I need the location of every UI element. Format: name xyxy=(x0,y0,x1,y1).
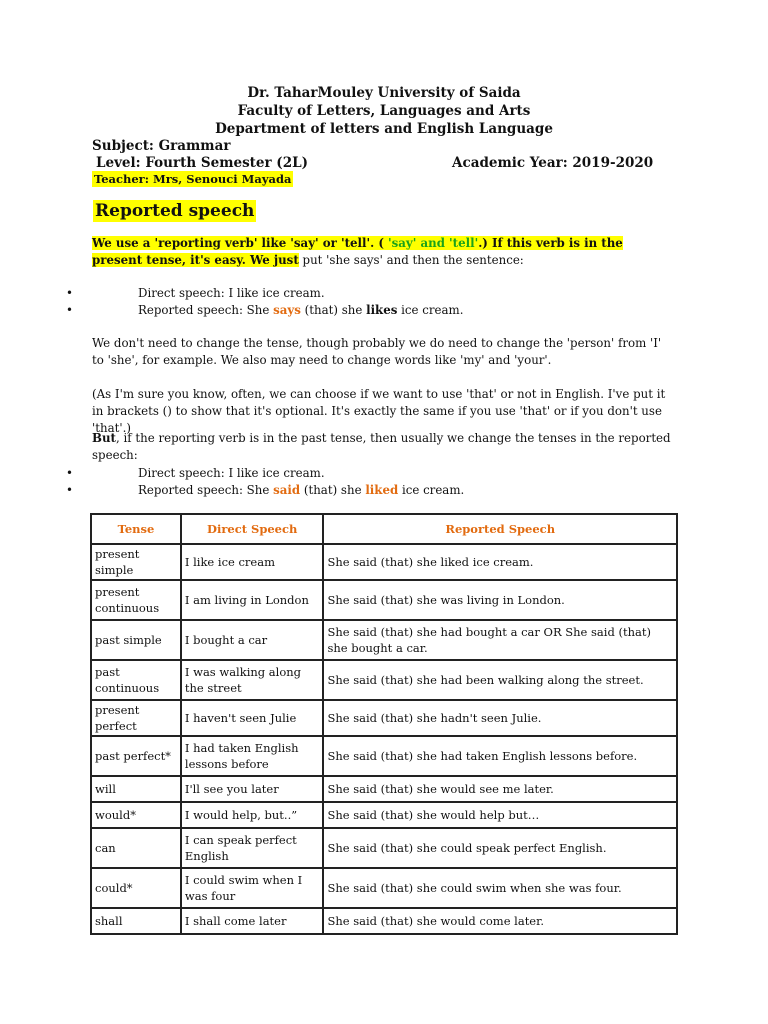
tense-table xyxy=(90,513,678,935)
table-row xyxy=(91,580,677,620)
tense-cell: shall xyxy=(91,908,181,934)
bullet-text: Direct speech: I like ice cream. xyxy=(138,286,325,300)
direct-speech-cell: I'll see you later xyxy=(181,776,324,802)
faculty-name: Faculty of Letters, Languages and Arts xyxy=(237,103,531,119)
tense-cell: could* xyxy=(91,868,181,908)
tense-cell: would* xyxy=(91,802,181,828)
page-title: Reported speech xyxy=(95,201,255,221)
department-name: Department of letters and English Language xyxy=(215,121,553,137)
table-row xyxy=(91,828,677,868)
past-tense-text: , if the reporting verb is in the past tense, then usually we change the tenses in the reported speech: xyxy=(92,431,671,462)
column-header-reported-speech: Reported Speech xyxy=(323,514,677,544)
reported-speech-cell: She said (that) she had taken English lessons before. xyxy=(323,736,677,776)
bullet-prefix: Reported speech: She xyxy=(138,303,274,317)
but-word: But xyxy=(92,431,116,445)
reported-speech-cell: She said (that) she was living in London. xyxy=(323,580,677,620)
reported-speech-cell: She said (that) she could speak perfect English. xyxy=(323,828,677,868)
direct-speech-cell: I bought a car xyxy=(181,620,324,660)
university-name: Dr. TaharMouley University of Saida xyxy=(247,85,521,101)
intro-paragraph xyxy=(92,235,672,269)
reported-speech-cell: She said (that) she would help but… xyxy=(323,802,677,828)
verb-says: says xyxy=(273,303,301,317)
bullet-middle: (that) she xyxy=(300,303,367,317)
verb-likes: likes xyxy=(366,303,398,317)
document-header xyxy=(0,84,768,138)
direct-speech-cell: I shall come later xyxy=(181,908,324,934)
tense-cell: past simple xyxy=(91,620,181,660)
tense-cell: present simple xyxy=(91,544,181,580)
direct-speech-cell: I was walking along the street xyxy=(181,660,324,700)
table-row xyxy=(91,700,677,736)
intro-highlight-1: We use a 'reporting verb' like 'say' or 'tell'. ( xyxy=(92,236,389,250)
bullet-text xyxy=(138,482,464,498)
reported-speech-cell: She said (that) she could swim when she was four. xyxy=(323,868,677,908)
table-header-row xyxy=(91,514,677,544)
academic-year: Academic Year: 2019-2020 xyxy=(452,155,654,171)
tense-cell: present perfect xyxy=(91,700,181,736)
table-row xyxy=(91,660,677,700)
bullet-icon: • xyxy=(66,286,73,300)
reported-speech-cell: She said (that) she would come later. xyxy=(323,908,677,934)
tense-cell: will xyxy=(91,776,181,802)
tense-cell: past perfect* xyxy=(91,736,181,776)
bullet-prefix: Reported speech: She xyxy=(138,483,274,497)
direct-speech-cell: I can speak perfect English xyxy=(181,828,324,868)
bullet-text xyxy=(138,302,463,318)
teacher-line: Teacher: Mrs, Senouci Mayada xyxy=(94,172,292,186)
reported-speech-cell: She said (that) she liked ice cream. xyxy=(323,544,677,580)
reported-speech-cell: She said (that) she would see me later. xyxy=(323,776,677,802)
tense-cell: past continuous xyxy=(91,660,181,700)
table-row xyxy=(91,776,677,802)
direct-speech-cell: I had taken English lessons before xyxy=(181,736,324,776)
column-header-tense: Tense xyxy=(91,514,181,544)
bullet-middle: (that) she xyxy=(300,483,366,497)
direct-speech-cell: I am living in London xyxy=(181,580,324,620)
direct-speech-cell: I haven't seen Julie xyxy=(181,700,324,736)
intro-highlight-2: .) If this verb is in the present tense, it's easy. We just xyxy=(92,236,623,267)
bullet-text: Direct speech: I like ice cream. xyxy=(138,466,325,480)
bullet-suffix: ice cream. xyxy=(397,303,464,317)
tense-cell: present continuous xyxy=(91,580,181,620)
table-row xyxy=(91,544,677,580)
intro-green-text: 'say' and 'tell' xyxy=(388,236,479,250)
level-line: Level: Fourth Semester (2L) xyxy=(96,155,308,171)
tense-cell: can xyxy=(91,828,181,868)
table-row xyxy=(91,620,677,660)
past-tense-paragraph xyxy=(92,430,672,464)
bullet-icon: • xyxy=(66,483,73,497)
bullet-suffix: ice cream. xyxy=(398,483,465,497)
bullet-icon: • xyxy=(66,303,73,317)
tense-paragraph: We don't need to change the tense, though probably we do need to change the 'person' from 'I' to 'she', for example. We also may need to change words like 'my' and 'your'. xyxy=(92,336,662,367)
verb-liked: liked xyxy=(365,483,399,497)
that-paragraph: (As I'm sure you know, often, we can choose if we want to use 'that' or not in English. I've put it in brackets () to show that it's optional. It's exactly the same if you use 'that' or if you don't use 'that'.) xyxy=(92,387,666,435)
direct-speech-cell: I like ice cream xyxy=(181,544,324,580)
table-row xyxy=(91,802,677,828)
reported-speech-cell: She said (that) she had been walking along the street. xyxy=(323,660,677,700)
table-row xyxy=(91,736,677,776)
verb-said: said xyxy=(273,483,301,497)
table-row xyxy=(91,908,677,934)
column-header-direct-speech: Direct Speech xyxy=(181,514,324,544)
reported-speech-cell: She said (that) she had bought a car OR She said (that) she bought a car. xyxy=(323,620,677,660)
bullet-icon: • xyxy=(66,466,73,480)
subject-line: Subject: Grammar xyxy=(92,138,231,154)
reported-speech-cell: She said (that) she hadn't seen Julie. xyxy=(323,700,677,736)
table-row xyxy=(91,868,677,908)
intro-plain-text: put 'she says' and then the sentence: xyxy=(298,253,524,267)
direct-speech-cell: I could swim when I was four xyxy=(181,868,324,908)
direct-speech-cell: I would help, but..” xyxy=(181,802,324,828)
